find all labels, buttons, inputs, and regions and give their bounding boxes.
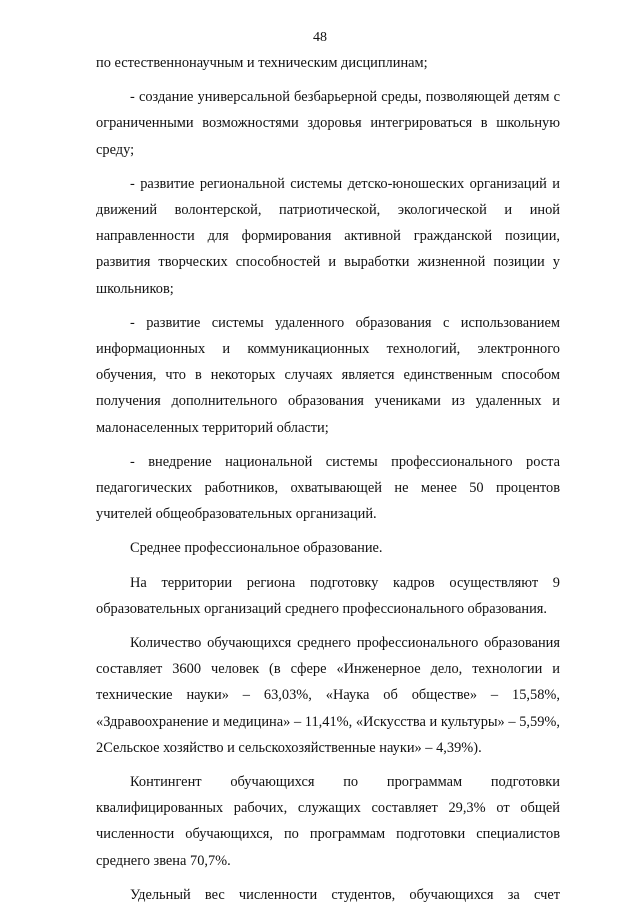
section-heading-vocational: Среднее профессиональное образование.	[130, 540, 383, 557]
paragraph-share-students: Удельный вес численности студентов, обучающихся за счет	[130, 886, 560, 903]
paragraph-remote-education: - развитие системы удаленного образования с использованием информационных и коммуникационных технологий, электронного обучения, что в некоторых случаях является единственным способом получения дополнительного образования учениками из удаленных и малонаселенных территорий области;	[96, 314, 560, 436]
paragraph-student-count: Количество обучающихся среднего профессионального образования составляет 3600 человек (в сфере «Инженерное дело, технологии и технические науки» – 63,03%, «Наука об обществе» – 15,58%, «Здравоохранение и медицина» – 11,41%, «Искусства и культуры» – 5,59%, 2Сельское хозяйство и сельскохозяйственные науки» – 4,39%).	[96, 635, 560, 756]
paragraph-teacher-growth: - внедрение национальной системы профессионального роста педагогических работников, охватывающей не менее 50 процентов учителей общеобразовательных организаций.	[96, 453, 560, 523]
paragraph-barrier-free-environment: - создание универсальной безбарьерной среды, позволяющей детям с ограниченными возможностями здоровья интегрироваться в школьную среду;	[96, 89, 560, 158]
paragraph-youth-organizations: - развитие региональной системы детско-юношеских организаций и движений волонтерской, патриотической, экологической и иной направленности для формирования активной гражданской позиции, развития творческих способностей и выработки жизненной позиции у школьников;	[96, 175, 560, 297]
document-body	[96, 50, 560, 908]
paragraph-contingent: Контингент обучающихся по программам подготовки квалифицированных рабочих, служащих составляет 29,3% от общей численности обучающихся, по программам подготовки специалистов среднего звена 70,7%.	[96, 774, 560, 869]
page-number: 48	[313, 30, 327, 45]
paragraph-organizations-count: На территории региона подготовку кадров осуществляют 9 образовательных организаций среднего профессионального образования.	[96, 574, 560, 617]
paragraph-continuation: по естественнонаучным и техническим дисциплинам;	[96, 55, 428, 71]
